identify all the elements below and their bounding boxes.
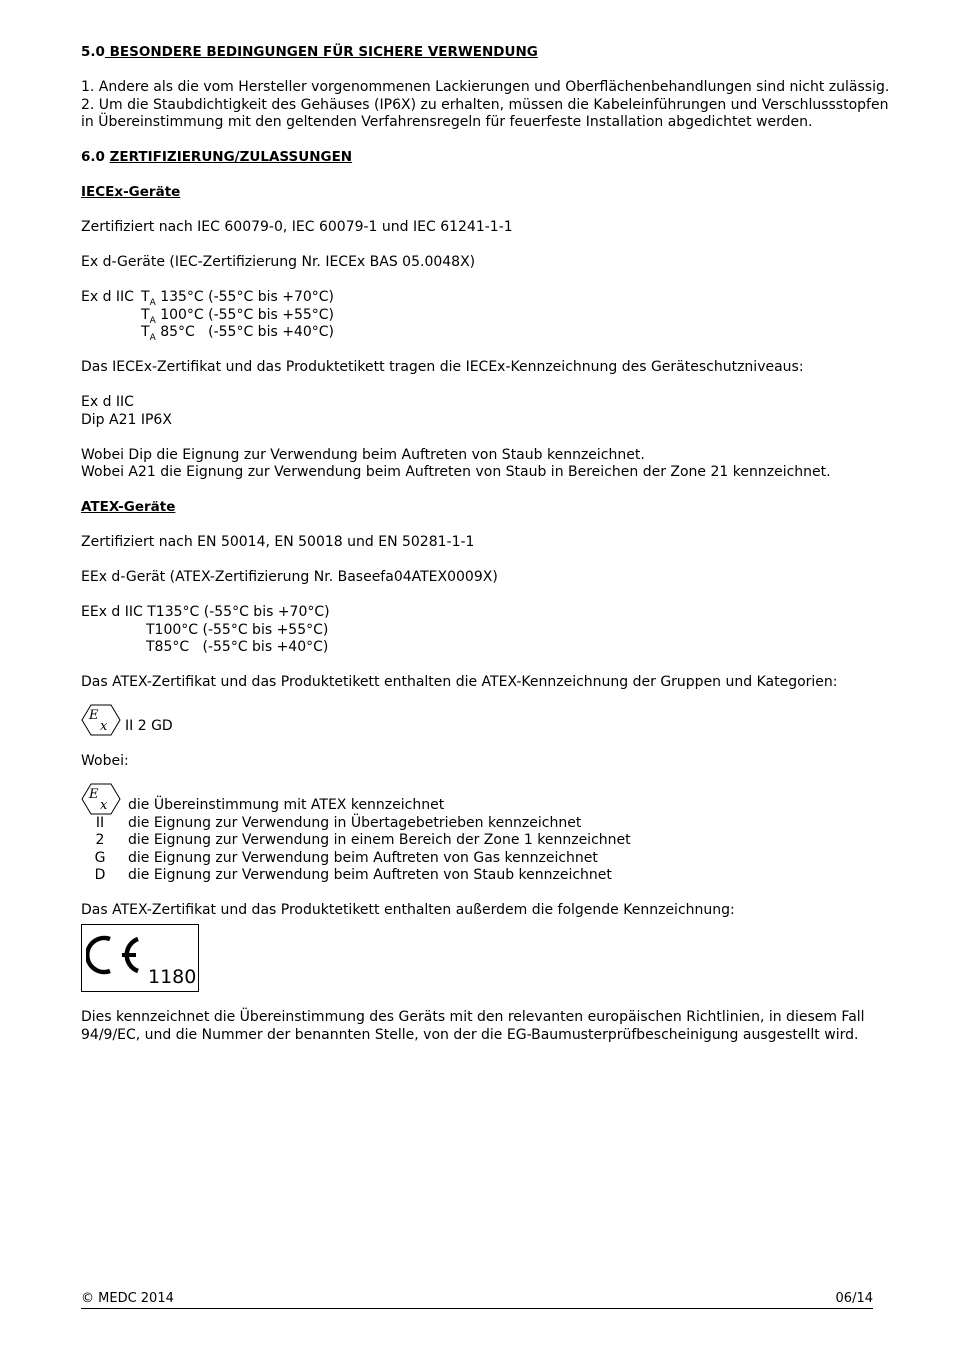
section-5-number: 5.0: [81, 44, 105, 60]
list-item: [81, 832, 873, 850]
where-label: Wobei:: [81, 753, 129, 769]
iecex-temp-3: 85°C (-55°C bis +40°C): [160, 324, 334, 340]
atex-heading: ATEX-Geräte: [81, 499, 176, 515]
legend-key: 2: [95, 832, 105, 848]
legend-key: II: [95, 814, 105, 831]
section-5-line-1: 1. Andere als die vom Hersteller vorgenommenen Lackierungen und Oberflächenbehandlungen sind nicht zulässig.: [81, 79, 890, 95]
atex-marking-row: [81, 704, 873, 736]
atex-temp-row-3: [81, 639, 873, 657]
iecex-explanation-1: Wobei Dip die Eignung zur Verwendung beim Auftreten von Staub kennzeichnet.: [81, 446, 645, 463]
atex-device-text: EEx d-Gerät (ATEX-Zertifizierung Nr. Baseefa04ATEX0009X): [81, 569, 498, 585]
ex-legend: [81, 781, 873, 885]
list-item: [81, 781, 873, 815]
ce-explanation-2: 94/9/EC, und die Nummer der benannten Stelle, von der die EG-Baumusterprüfbescheinigung ausgestellt wird.: [81, 1026, 859, 1043]
iecex-temp-row-1: [81, 289, 873, 307]
footer-divider: [81, 1308, 873, 1309]
section-6-number: 6.0: [81, 149, 110, 165]
atex-temp-row-2: [81, 622, 873, 640]
svg-text:E: E: [89, 786, 99, 802]
footer-date: 06/14: [835, 1291, 873, 1306]
section-5-title: BESONDERE BEDINGUNGEN FÜR SICHERE VERWENDUNG: [104, 44, 538, 60]
atex-marking-intro: Das ATEX-Zertifikat und das Produktetikett enthalten die ATEX-Kennzeichnung der Gruppen und Kategorien:: [81, 674, 838, 690]
atex-temp-2: T100°C (-55°C bis +55°C): [146, 621, 329, 638]
section-5-line-2: 2. Um die Staubdichtigkeit des Gehäuses (IP6X) zu erhalten, müssen die Kabeleinführungen und Verschlussstopfen: [81, 96, 889, 113]
legend-key: [81, 783, 128, 815]
legend-text: die Eignung zur Verwendung beim Auftreten von Gas kennzeichnet: [128, 849, 598, 866]
iecex-device-text: Ex d-Geräte (IEC-Zertifizierung Nr. IECEx BAS 05.0048X): [81, 254, 476, 270]
ex-marking-text: II 2 GD: [125, 718, 173, 734]
iecex-marking-line-2: Dip A21 IP6X: [81, 411, 172, 428]
page-footer: [81, 1290, 873, 1308]
iecex-temp-row-2: [81, 307, 873, 325]
atex-certified-text: Zertifiziert nach EN 50014, EN 50018 und EN 50281-1-1: [81, 534, 475, 550]
ex-symbol-icon: [81, 704, 121, 736]
svg-text:x: x: [100, 718, 108, 734]
section-5-heading: [81, 44, 873, 62]
legend-text: die Eignung zur Verwendung beim Auftreten von Staub kennzeichnet: [128, 867, 612, 883]
section-6-title: ZERTIFIZIERUNG/ZULASSUNGEN: [109, 149, 353, 165]
legend-text: die Übereinstimmung mit ATEX kennzeichnet: [128, 797, 445, 813]
ce-notified-body-number: 1180: [148, 965, 197, 988]
ce-explanation-1: Dies kennzeichnet die Übereinstimmung des Geräts mit den relevanten europäischen Richtlinien, in diesem Fall: [81, 1009, 865, 1025]
legend-text: die Eignung zur Verwendung in Übertagebetrieben kennzeichnet: [128, 814, 582, 831]
ta-symbol: $T_A$: [141, 306, 156, 326]
legend-key: D: [94, 867, 106, 883]
iecex-certified-text: Zertifiziert nach IEC 60079-0, IEC 60079-1 und IEC 61241-1-1: [81, 219, 513, 235]
iecex-temp-1: 135°C (-55°C bis +70°C): [160, 289, 334, 305]
svg-text:E: E: [89, 707, 99, 723]
iecex-marking-intro: Das IECEx-Zertifikat und das Produktetikett tragen die IECEx-Kennzeichnung des Geräteschutzniveaus:: [81, 359, 804, 375]
footer-copyright: © MEDC 2014: [81, 1291, 174, 1306]
list-item: [81, 815, 873, 833]
iecex-temp-2: 100°C (-55°C bis +55°C): [160, 306, 334, 323]
section-6-heading: [81, 149, 873, 167]
legend-text: die Eignung zur Verwendung in einem Bereich der Zone 1 kennzeichnet: [128, 832, 631, 848]
ta-symbol: $T_A$: [141, 324, 156, 343]
atex-temp-1: T135°C (-55°C bis +70°C): [147, 604, 330, 620]
iecex-marking-line-1: Ex d IIC: [81, 394, 134, 410]
iecex-temp-row-3: [81, 324, 873, 342]
ce-marking-box: [81, 924, 199, 992]
iecex-code: Ex d IIC: [81, 289, 134, 305]
ce-intro: Das ATEX-Zertifikat und das Produktetikett enthalten außerdem die folgende Kennzeichnung:: [81, 902, 735, 918]
document-page: [81, 44, 890, 1044]
ta-symbol: $T_A$: [141, 289, 156, 308]
list-item: [81, 867, 873, 885]
atex-code: EEx d IIC: [81, 604, 143, 620]
ce-mark-icon: [86, 933, 144, 977]
atex-temp-row-1: [81, 604, 873, 622]
legend-key: G: [94, 849, 106, 866]
iecex-heading: IECEx-Geräte: [81, 184, 181, 200]
list-item: [81, 850, 873, 868]
atex-temp-3: T85°C (-55°C bis +40°C): [146, 639, 329, 655]
section-5-line-3: in Übereinstimmung mit den geltenden Verfahrensregeln für feuerfeste Installation abgedichtet werden.: [81, 114, 813, 130]
iecex-explanation-2: Wobei A21 die Eignung zur Verwendung beim Auftreten von Staub in Bereichen der Zone 21 kennzeichnet.: [81, 464, 831, 480]
svg-text:x: x: [100, 797, 108, 813]
ex-symbol-icon: [81, 783, 121, 815]
